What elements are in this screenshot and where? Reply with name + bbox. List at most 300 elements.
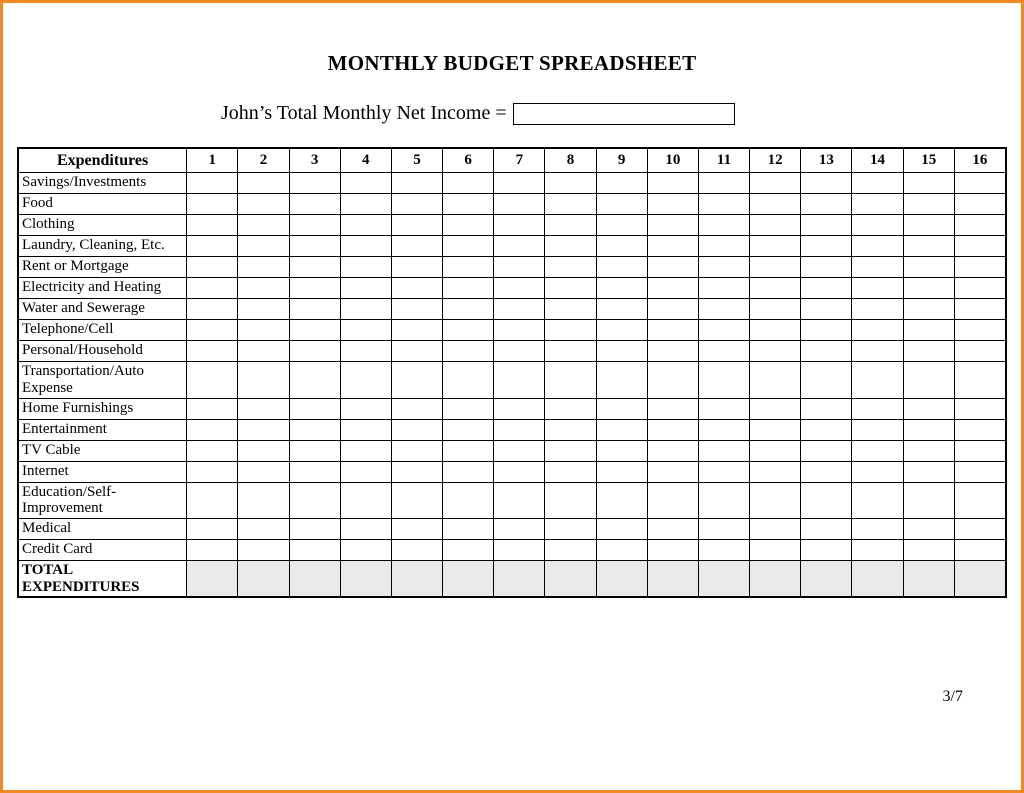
cell[interactable] <box>852 257 903 278</box>
cell[interactable] <box>596 461 647 482</box>
cell[interactable] <box>698 341 749 362</box>
cell[interactable] <box>801 278 852 299</box>
cell[interactable] <box>545 519 596 540</box>
cell[interactable] <box>187 540 238 561</box>
cell[interactable] <box>596 278 647 299</box>
cell[interactable] <box>494 482 545 519</box>
cell[interactable] <box>647 419 698 440</box>
cell[interactable] <box>903 320 954 341</box>
cell[interactable] <box>750 519 801 540</box>
cell[interactable] <box>647 257 698 278</box>
cell[interactable] <box>187 482 238 519</box>
cell[interactable] <box>903 236 954 257</box>
cell[interactable] <box>596 398 647 419</box>
cell[interactable] <box>187 440 238 461</box>
cell[interactable] <box>545 173 596 194</box>
cell[interactable] <box>801 194 852 215</box>
cell[interactable] <box>340 461 391 482</box>
cell[interactable] <box>647 540 698 561</box>
cell[interactable] <box>954 461 1005 482</box>
cell[interactable] <box>238 419 289 440</box>
cell[interactable] <box>954 519 1005 540</box>
cell[interactable] <box>187 519 238 540</box>
cell[interactable] <box>647 194 698 215</box>
cell[interactable] <box>852 278 903 299</box>
cell[interactable] <box>545 341 596 362</box>
cell[interactable] <box>596 540 647 561</box>
cell[interactable] <box>750 419 801 440</box>
cell[interactable] <box>391 278 442 299</box>
cell[interactable] <box>698 440 749 461</box>
cell[interactable] <box>340 299 391 320</box>
cell[interactable] <box>289 320 340 341</box>
cell[interactable] <box>391 236 442 257</box>
cell[interactable] <box>289 519 340 540</box>
cell[interactable] <box>289 194 340 215</box>
cell[interactable] <box>801 482 852 519</box>
cell[interactable] <box>391 299 442 320</box>
cell[interactable] <box>596 320 647 341</box>
cell[interactable] <box>698 461 749 482</box>
cell[interactable] <box>852 482 903 519</box>
cell[interactable] <box>494 257 545 278</box>
cell[interactable] <box>187 461 238 482</box>
cell[interactable] <box>443 236 494 257</box>
cell[interactable] <box>443 215 494 236</box>
cell[interactable] <box>391 215 442 236</box>
cell[interactable] <box>187 320 238 341</box>
cell[interactable] <box>289 419 340 440</box>
cell[interactable] <box>801 461 852 482</box>
cell[interactable] <box>750 173 801 194</box>
cell[interactable] <box>443 561 494 597</box>
cell[interactable] <box>443 398 494 419</box>
cell[interactable] <box>187 173 238 194</box>
table-row <box>19 519 1006 540</box>
cell[interactable] <box>391 419 442 440</box>
cell[interactable] <box>545 540 596 561</box>
cell[interactable] <box>596 257 647 278</box>
cell[interactable] <box>391 257 442 278</box>
cell[interactable] <box>750 341 801 362</box>
cell[interactable] <box>340 257 391 278</box>
cell[interactable] <box>852 440 903 461</box>
cell[interactable] <box>750 257 801 278</box>
cell[interactable] <box>187 236 238 257</box>
cell[interactable] <box>647 482 698 519</box>
cell[interactable] <box>187 362 238 399</box>
cell[interactable] <box>903 461 954 482</box>
cell[interactable] <box>596 519 647 540</box>
cell[interactable] <box>647 320 698 341</box>
cell[interactable] <box>647 440 698 461</box>
cell[interactable] <box>750 482 801 519</box>
table-row <box>19 215 1006 236</box>
cell[interactable] <box>954 540 1005 561</box>
cell[interactable] <box>801 236 852 257</box>
cell[interactable] <box>238 299 289 320</box>
cell[interactable] <box>391 173 442 194</box>
cell[interactable] <box>391 341 442 362</box>
cell[interactable] <box>801 398 852 419</box>
cell[interactable] <box>903 278 954 299</box>
cell[interactable] <box>698 419 749 440</box>
cell[interactable] <box>443 461 494 482</box>
cell[interactable] <box>238 257 289 278</box>
cell[interactable] <box>545 440 596 461</box>
cell[interactable] <box>596 561 647 597</box>
cell[interactable] <box>238 561 289 597</box>
cell[interactable] <box>545 278 596 299</box>
cell[interactable] <box>187 398 238 419</box>
cell[interactable] <box>750 278 801 299</box>
cell[interactable] <box>289 173 340 194</box>
cell[interactable] <box>545 236 596 257</box>
cell[interactable] <box>443 362 494 399</box>
cell[interactable] <box>443 540 494 561</box>
cell[interactable] <box>391 482 442 519</box>
cell[interactable] <box>340 482 391 519</box>
cell[interactable] <box>801 341 852 362</box>
cell[interactable] <box>903 341 954 362</box>
cell[interactable] <box>391 362 442 399</box>
cell[interactable] <box>801 320 852 341</box>
cell[interactable] <box>443 419 494 440</box>
cell[interactable] <box>494 540 545 561</box>
cell[interactable] <box>391 561 442 597</box>
table-row <box>19 236 1006 257</box>
cell[interactable] <box>954 362 1005 399</box>
cell[interactable] <box>494 236 545 257</box>
cell[interactable] <box>494 173 545 194</box>
cell[interactable] <box>289 482 340 519</box>
cell[interactable] <box>698 215 749 236</box>
cell[interactable] <box>494 194 545 215</box>
cell[interactable] <box>801 561 852 597</box>
cell[interactable] <box>238 540 289 561</box>
cell[interactable] <box>187 299 238 320</box>
cell[interactable] <box>852 320 903 341</box>
cell[interactable] <box>954 341 1005 362</box>
cell[interactable] <box>750 362 801 399</box>
cell[interactable] <box>750 461 801 482</box>
cell[interactable] <box>238 278 289 299</box>
cell[interactable] <box>750 398 801 419</box>
cell[interactable] <box>238 194 289 215</box>
cell[interactable] <box>289 341 340 362</box>
cell[interactable] <box>238 519 289 540</box>
cell[interactable] <box>443 299 494 320</box>
cell[interactable] <box>391 398 442 419</box>
cell[interactable] <box>852 299 903 320</box>
cell[interactable] <box>238 461 289 482</box>
cell[interactable] <box>903 519 954 540</box>
cell[interactable] <box>443 320 494 341</box>
cell[interactable] <box>238 362 289 399</box>
cell[interactable] <box>340 440 391 461</box>
cell[interactable] <box>545 482 596 519</box>
cell[interactable] <box>903 257 954 278</box>
cell[interactable] <box>187 341 238 362</box>
cell[interactable] <box>647 236 698 257</box>
cell[interactable] <box>903 561 954 597</box>
cell[interactable] <box>596 299 647 320</box>
cell[interactable] <box>238 173 289 194</box>
cell[interactable] <box>698 236 749 257</box>
cell[interactable] <box>750 215 801 236</box>
cell[interactable] <box>954 215 1005 236</box>
cell[interactable] <box>647 519 698 540</box>
row-label: Home Furnishings <box>19 398 187 419</box>
cell[interactable] <box>852 362 903 399</box>
cell[interactable] <box>852 341 903 362</box>
cell[interactable] <box>545 561 596 597</box>
cell[interactable] <box>545 419 596 440</box>
cell[interactable] <box>852 194 903 215</box>
cell[interactable] <box>187 278 238 299</box>
cell[interactable] <box>750 236 801 257</box>
cell[interactable] <box>289 461 340 482</box>
cell[interactable] <box>801 440 852 461</box>
cell[interactable] <box>852 519 903 540</box>
cell[interactable] <box>391 540 442 561</box>
cell[interactable] <box>494 461 545 482</box>
cell[interactable] <box>289 299 340 320</box>
cell[interactable] <box>596 482 647 519</box>
cell[interactable] <box>698 482 749 519</box>
table-row <box>19 194 1006 215</box>
cell[interactable] <box>340 341 391 362</box>
cell[interactable] <box>340 215 391 236</box>
cell[interactable] <box>596 341 647 362</box>
cell[interactable] <box>289 398 340 419</box>
cell[interactable] <box>494 341 545 362</box>
cell[interactable] <box>340 419 391 440</box>
cell[interactable] <box>443 519 494 540</box>
cell[interactable] <box>596 362 647 399</box>
cell[interactable] <box>545 461 596 482</box>
cell[interactable] <box>289 561 340 597</box>
cell[interactable] <box>647 362 698 399</box>
cell[interactable] <box>391 461 442 482</box>
cell[interactable] <box>801 362 852 399</box>
row-label: Medical <box>19 519 187 540</box>
cell[interactable] <box>545 257 596 278</box>
cell[interactable] <box>340 561 391 597</box>
cell[interactable] <box>545 362 596 399</box>
cell[interactable] <box>954 482 1005 519</box>
cell[interactable] <box>238 398 289 419</box>
cell[interactable] <box>596 194 647 215</box>
cell[interactable] <box>647 561 698 597</box>
cell[interactable] <box>289 215 340 236</box>
cell[interactable] <box>954 320 1005 341</box>
cell[interactable] <box>443 482 494 519</box>
cell[interactable] <box>494 440 545 461</box>
cell[interactable] <box>698 320 749 341</box>
cell[interactable] <box>801 215 852 236</box>
cell[interactable] <box>647 173 698 194</box>
cell[interactable] <box>596 440 647 461</box>
cell[interactable] <box>954 173 1005 194</box>
cell[interactable] <box>647 215 698 236</box>
cell[interactable] <box>340 194 391 215</box>
cell[interactable] <box>903 299 954 320</box>
cell[interactable] <box>545 194 596 215</box>
cell[interactable] <box>494 561 545 597</box>
cell[interactable] <box>954 561 1005 597</box>
cell[interactable] <box>238 236 289 257</box>
cell[interactable] <box>852 561 903 597</box>
cell[interactable] <box>750 299 801 320</box>
cell[interactable] <box>340 540 391 561</box>
cell[interactable] <box>852 215 903 236</box>
cell[interactable] <box>596 215 647 236</box>
cell[interactable] <box>647 341 698 362</box>
cell[interactable] <box>903 540 954 561</box>
table-row <box>19 398 1006 419</box>
cell[interactable] <box>340 278 391 299</box>
cell[interactable] <box>750 320 801 341</box>
cell[interactable] <box>187 561 238 597</box>
cell[interactable] <box>903 440 954 461</box>
cell[interactable] <box>903 194 954 215</box>
cell[interactable] <box>238 482 289 519</box>
cell[interactable] <box>801 540 852 561</box>
cell[interactable] <box>698 194 749 215</box>
cell[interactable] <box>340 398 391 419</box>
cell[interactable] <box>852 419 903 440</box>
cell[interactable] <box>238 215 289 236</box>
cell[interactable] <box>903 419 954 440</box>
cell[interactable] <box>801 173 852 194</box>
cell[interactable] <box>750 540 801 561</box>
cell[interactable] <box>698 173 749 194</box>
cell[interactable] <box>443 257 494 278</box>
cell[interactable] <box>596 236 647 257</box>
cell[interactable] <box>187 194 238 215</box>
net-income-input[interactable] <box>513 103 735 125</box>
cell[interactable] <box>698 561 749 597</box>
cell[interactable] <box>801 299 852 320</box>
cell[interactable] <box>391 519 442 540</box>
cell[interactable] <box>340 320 391 341</box>
row-label: Internet <box>19 461 187 482</box>
cell[interactable] <box>494 215 545 236</box>
cell[interactable] <box>647 398 698 419</box>
cell[interactable] <box>289 440 340 461</box>
cell[interactable] <box>698 299 749 320</box>
cell[interactable] <box>852 236 903 257</box>
cell[interactable] <box>391 440 442 461</box>
cell[interactable] <box>545 215 596 236</box>
cell[interactable] <box>289 278 340 299</box>
cell[interactable] <box>391 194 442 215</box>
cell[interactable] <box>698 398 749 419</box>
cell[interactable] <box>494 419 545 440</box>
cell[interactable] <box>494 398 545 419</box>
cell[interactable] <box>289 257 340 278</box>
cell[interactable] <box>954 278 1005 299</box>
cell[interactable] <box>596 419 647 440</box>
cell[interactable] <box>852 398 903 419</box>
cell[interactable] <box>750 561 801 597</box>
cell[interactable] <box>801 419 852 440</box>
cell[interactable] <box>238 320 289 341</box>
cell[interactable] <box>698 540 749 561</box>
table-row <box>19 482 1006 519</box>
cell[interactable] <box>954 398 1005 419</box>
cell[interactable] <box>801 257 852 278</box>
cell[interactable] <box>801 519 852 540</box>
cell[interactable] <box>954 419 1005 440</box>
cell[interactable] <box>852 461 903 482</box>
cell[interactable] <box>494 519 545 540</box>
cell[interactable] <box>545 398 596 419</box>
cell[interactable] <box>698 519 749 540</box>
cell[interactable] <box>494 278 545 299</box>
cell[interactable] <box>903 482 954 519</box>
cell[interactable] <box>852 173 903 194</box>
cell[interactable] <box>698 257 749 278</box>
cell[interactable] <box>954 299 1005 320</box>
cell[interactable] <box>647 278 698 299</box>
column-header-11: 11 <box>698 149 749 173</box>
cell[interactable] <box>545 299 596 320</box>
cell[interactable] <box>903 362 954 399</box>
cell[interactable] <box>750 194 801 215</box>
cell[interactable] <box>187 419 238 440</box>
cell[interactable] <box>289 540 340 561</box>
cell[interactable] <box>238 341 289 362</box>
cell[interactable] <box>340 362 391 399</box>
cell[interactable] <box>647 299 698 320</box>
cell[interactable] <box>698 362 749 399</box>
cell[interactable] <box>852 540 903 561</box>
cell[interactable] <box>647 461 698 482</box>
budget-table <box>18 148 1006 597</box>
cell[interactable] <box>596 173 647 194</box>
cell[interactable] <box>545 320 596 341</box>
cell[interactable] <box>443 194 494 215</box>
cell[interactable] <box>443 341 494 362</box>
cell[interactable] <box>289 362 340 399</box>
cell[interactable] <box>494 362 545 399</box>
cell[interactable] <box>443 278 494 299</box>
cell[interactable] <box>340 236 391 257</box>
cell[interactable] <box>187 257 238 278</box>
cell[interactable] <box>391 320 442 341</box>
cell[interactable] <box>954 257 1005 278</box>
cell[interactable] <box>494 320 545 341</box>
cell[interactable] <box>340 173 391 194</box>
cell[interactable] <box>443 440 494 461</box>
cell[interactable] <box>494 299 545 320</box>
cell[interactable] <box>187 215 238 236</box>
cell[interactable] <box>903 398 954 419</box>
cell[interactable] <box>443 173 494 194</box>
cell[interactable] <box>954 194 1005 215</box>
cell[interactable] <box>289 236 340 257</box>
cell[interactable] <box>954 440 1005 461</box>
cell[interactable] <box>903 173 954 194</box>
cell[interactable] <box>750 440 801 461</box>
cell[interactable] <box>238 440 289 461</box>
cell[interactable] <box>340 519 391 540</box>
cell[interactable] <box>903 215 954 236</box>
cell[interactable] <box>698 278 749 299</box>
cell[interactable] <box>954 236 1005 257</box>
